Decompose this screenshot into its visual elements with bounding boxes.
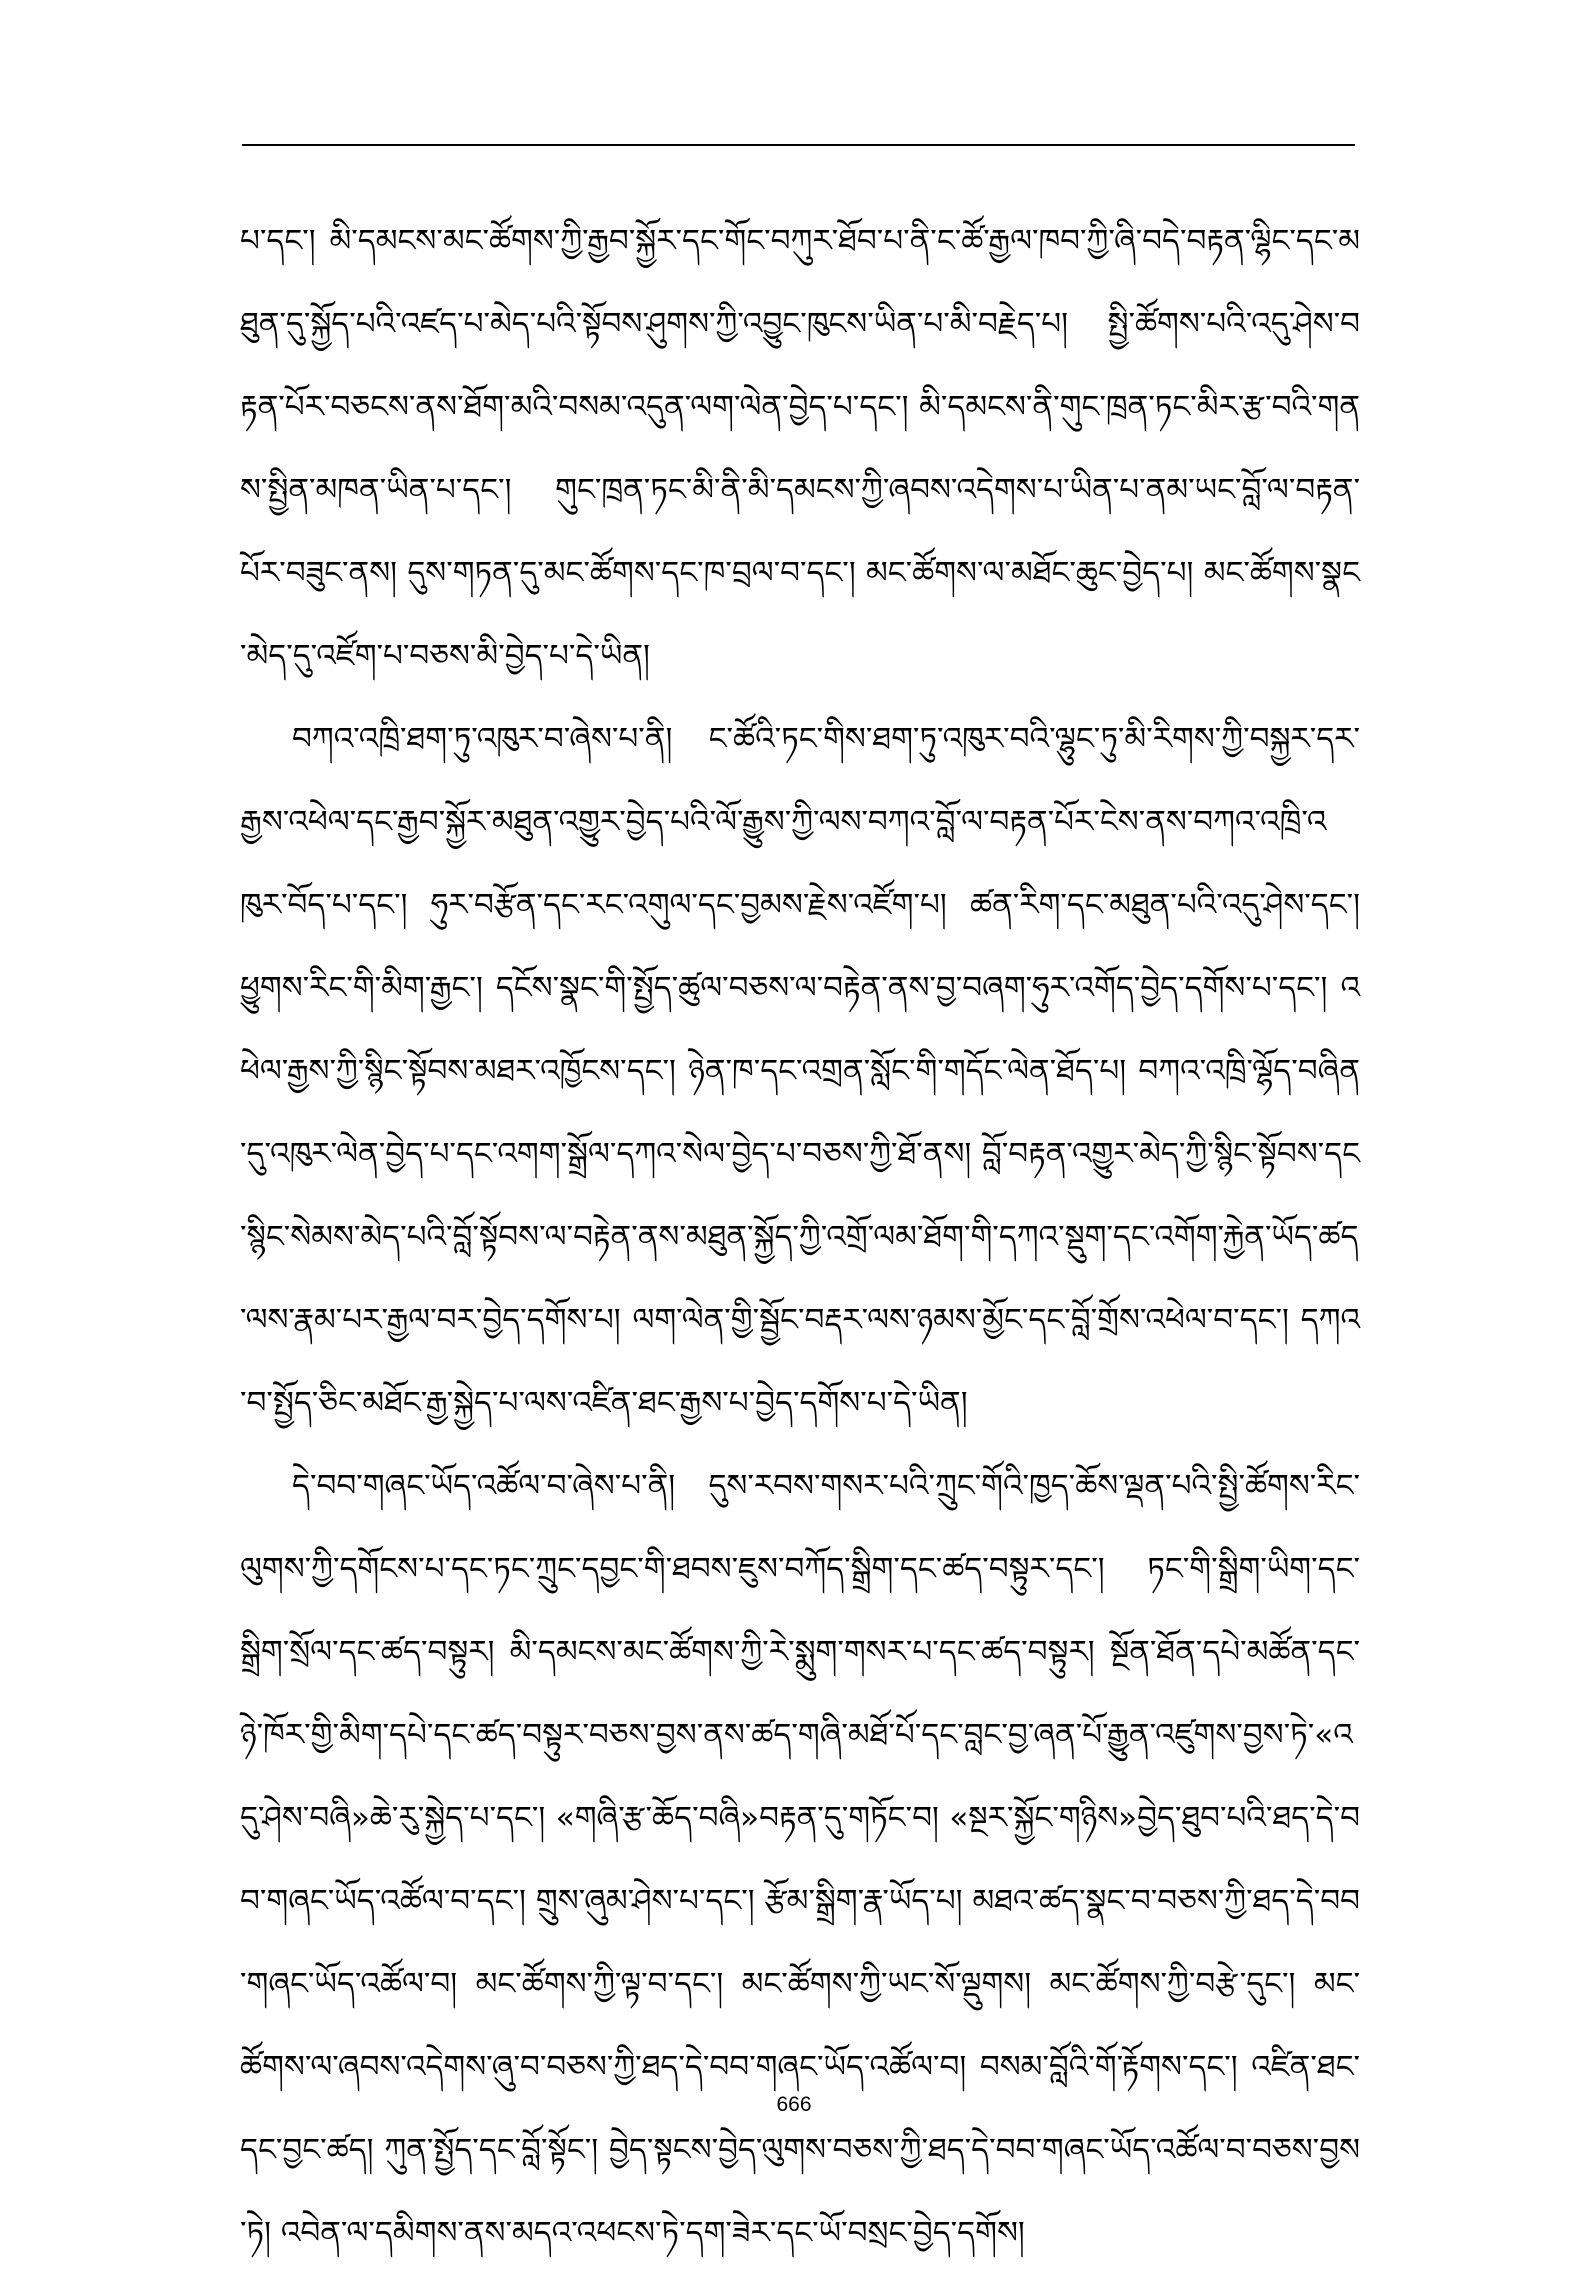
paragraph-3: དེ་བབ་གཞང་ཡོད་འཚོལ་བ་ཞེས་པ་ནི། དུས་རབས་གསར་པའི་ཀྲུང་གོའི་ཁྱད་ཆོས་ལྡན་པའི་སྤྱི་ཚོགས་རིང་ལུགས་ཀྱི་དགོངས་པ་དང་ཏང་ཀྲུང་དབྱང་གི་ཐབས་ཇུས་བཀོད་སྒྲིག་དང་ཚད་བསྟུར་དང་། ཏང་གི་སྒྲིག་ཡིག་དང་སྒྲིག་སྲོལ་དང་ཚད་བསྟུར། མི་དམངས་མང་ཚོགས་ཀྱི་རེ་སྨུག་གསར་པ་དང་ཚད་བསྟུར། སྔོན་ཐོན་དཔེ་མཚོན་དང་ཉེ་ཁོར་གྱི་མིག་དཔེ་དང་ཚད་བསྟུར་བཅས་བྱས་ནས་ཚད་གཞི་མཐོ་པོ་དང་བླང་བྱ་ཞན་པོ་རྒྱུན་འཛུགས་བྱས་ཏེ་«འདུ་ཤེས་བཞི»ཆེ་རུ་སྐྱེད་པ་དང་། «གཞི་རྩ་ཆོད་བཞི»བརྟན་དུ་གཏོང་བ། «སྔར་སྐྱོང་གཉིས»བྱེད་ཐུབ་པའི་ཐད་དེ་བབ་གཞང་ཡོད་འཚོལ་བ་དང་། གྲུས་ཞུམ་ཤེས་པ་དང་། རྩོམ་སྒྲིག་རྣ་ཡོད་པ། མཐའ་ཚད་སྣང་བ་བཅས་ཀྱི་ཐད་དེ་བབ་གཞང་ཡོད་འཚོལ་བ། མང་ཚོགས་ཀྱི་ལྟ་བ་དང་། མང་ཚོགས་ཀྱི་ཡང་སོ་ལྡུགས། མང་ཚོགས་ཀྱི་བརྩེ་དུང་། མང་ཚོགས་ལ་ཞབས་འདེགས་ཞུ་བ་བཅས་ཀྱི་ཐད་དེ་བབ་གཞང་ཡོད་འཚོལ་བ། བསམ་བློའི་གོ་རྟོགས་དང་། འཛིན་ཐང་དང་བྱང་ཚད། ཀུན་སྤྱོད་དང་བློ་སྟོང་། བྱེད་སྟངས་བྱེད་ལུགས་བཅས་ཀྱི་ཐད་དེ་བབ་གཞང་ཡོད་འཚོལ་བ་བཅས་བྱས་ཏེ། འབེན་ལ་དམིགས་ནས་མདའ་འཕངས་ཏེ་དག་ཟེར་དང་ཡོ་བསྲང་བྱེད་དགོས། <box>240 1468 1360 2251</box>
paragraph-2: བཀའ་འཁྲི་ཐག་ཏུ་འཁུར་བ་ཞེས་པ་ནི། ང་ཚོའི་ཏང་གིས་ཐག་ཏུ་འཁུར་བའི་ལྷུང་ཏུ་མི་རིགས་ཀྱི་བསྐྱར་དར་རྒྱས་འཕེལ་དང་རྒྱབ་སྐྱོར་མཐུན་འགྱུར་བྱེད་པའི་ལོ་རྒྱུས་ཀྱི་ལས་བཀའ་བློ་ལ་བརྟན་པོར་ངེས་ནས་བཀའ་འཁྲི་འཁུར་བོད་པ་དང་། ཧུར་བརྩོན་དང་རང་འགུལ་དང་བྱམས་རྗེས་འཛོག་པ། ཚན་རིག་དང་མཐུན་པའི་འདུ་ཤེས་དང་། ཕྱུགས་རིང་གི་མིག་རྒྱང་། དངོས་སྣང་གི་སྤྱོད་ཚུལ་བཅས་ལ་བརྟེན་ནས་བྱ་བཞག་ཧུར་འགོད་བྱེད་དགོས་པ་དང་། འཕེལ་རྒྱས་ཀྱི་སྙིང་སྟོབས་མཐར་འཁྱོངས་དང་། ཉེན་ཁ་དང་འགྲན་སློང་གི་གདོང་ལེན་ཐོད་པ། བཀའ་འཁྲི་ལྷོད་བཞིན་དུ་འཁུར་ལེན་བྱེད་པ་དང་འགག་སྒྲོལ་དཀའ་སེལ་བྱེད་པ་བཅས་ཀྱི་ཐོ་ནས། བློ་བརྟན་འགྱུར་མེད་ཀྱི་སྙིང་སྟོབས་དང་སྙིང་སེམས་མེད་པའི་བློ་སྟོབས་ལ་བརྟེན་ནས་མཐུན་སྐྱོད་ཀྱི་འགྲོ་ལམ་ཐོག་གི་དཀའ་སྡུག་དང་འགོག་རྐྱེན་ཡོད་ཚད་ལས་རྣམ་པར་རྒྱལ་བར་བྱེད་དགོས་པ། ལག་ལེན་གྱི་སྦྱོང་བརྡར་ལས་ཉམས་མྱོང་དང་བློ་གྲོས་འཕེལ་བ་དང་། དཀའ་བ་སྤྱོད་ཅིང་མཐོང་རྒྱ་སྐྱེད་པ་ལས་འཛིན་ཐང་རྒྱས་པ་བྱེད་དགོས་པ་དེ་ཡིན། <box>240 721 1360 1421</box>
header-rule <box>242 144 1355 146</box>
page-number: 666 <box>776 2093 812 2116</box>
page-body <box>240 200 1360 2275</box>
paragraph-1: པ་དང་། མི་དམངས་མང་ཚོགས་ཀྱི་རྒྱབ་སྐྱོར་དང་གོང་བཀུར་ཐོབ་པ་ནི་ང་ཚོ་རྒྱལ་ཁབ་ཀྱི་ཞི་བདེ་བརྟན་ལྷིང་དང་མཐུན་དུ་སྐྱོད་པའི་འཛད་པ་མེད་པའི་སྟོབས་ཤུགས་ཀྱི་འབྱུང་ཁུངས་ཡིན་པ་མི་བརྗེད་པ། སྤྱི་ཚོགས་པའི་འདུ་ཤེས་བརྟན་པོར་བཅངས་ནས་ཐོག་མའི་བསམ་འདུན་ལག་ལེན་བྱེད་པ་དང་། མི་དམངས་ནི་གུང་ཁྲན་ཏང་མིར་རྩ་བའི་གནས་སྤྱིན་མཁན་ཡིན་པ་དང་། གུང་ཁྲན་ཏང་མི་ནི་མི་དམངས་ཀྱི་ཞབས་འདེགས་པ་ཡིན་པ་ནམ་ཡང་བློ་ལ་བརྟན་པོར་བཟུང་ནས། དུས་གཏན་དུ་མང་ཚོགས་དང་ཁ་བྲལ་བ་དང་། མང་ཚོགས་ལ་མཐོང་ཆུང་བྱེད་པ། མང་ཚོགས་སྣང་མེད་དུ་འཛོག་པ་བཅས་མི་བྱེད་པ་དེ་ཡིན། <box>240 223 1360 674</box>
